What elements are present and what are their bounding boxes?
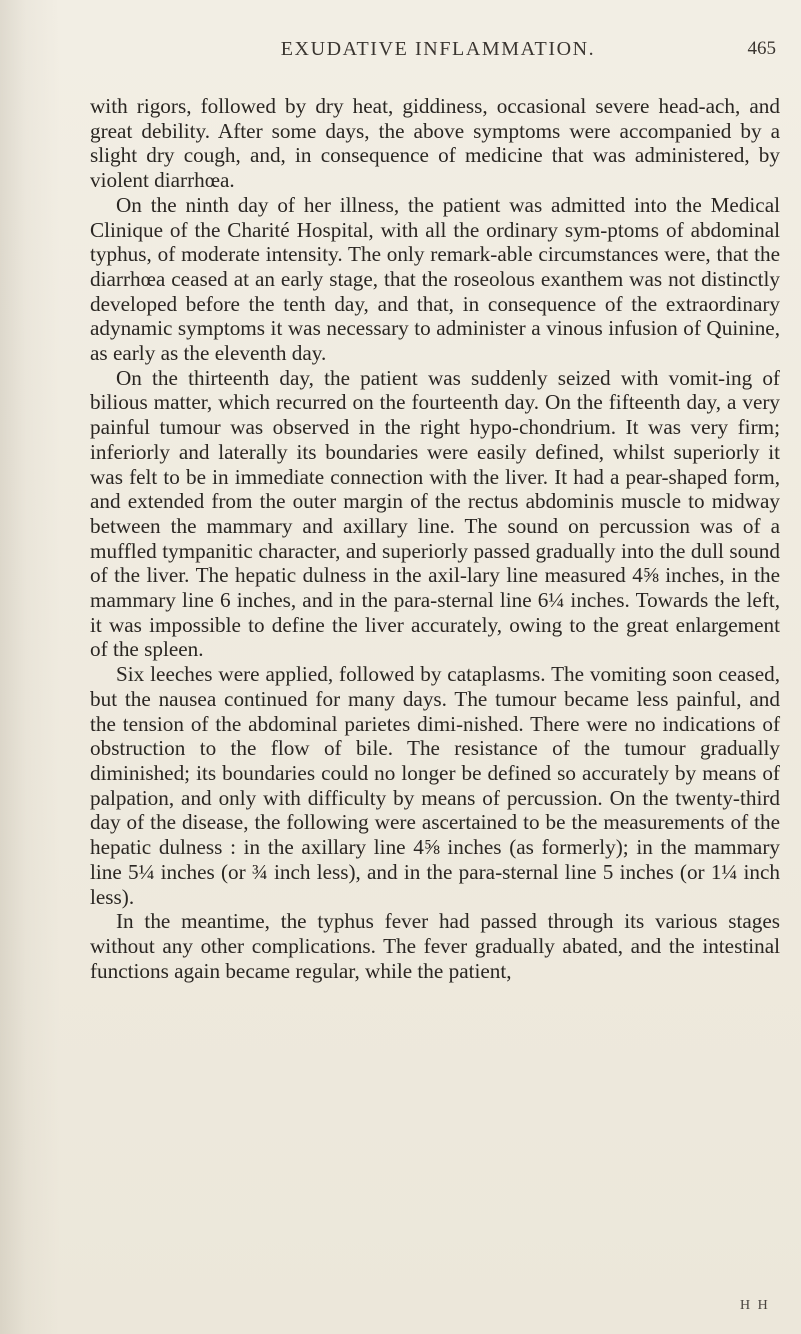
page-header — [100, 20, 776, 72]
paragraph-5: In the meantime, the typhus fever had passed through its various stages without any other complications. The fever gradually abated, and the intestinal functions again became regular, while the patient, — [90, 909, 780, 983]
paragraph-4: Six leeches were applied, followed by cataplasms. The vomiting soon ceased, but the nausea continued for many days. The tumour became less painful, and the tension of the abdominal parietes dimi-nished. There were no indications of obstruction to the flow of bile. The resistance of the tumour gradually diminished; its boundaries could no longer be defined so accurately by means of palpation, and only with difficulty by means of percussion. On the twenty-third day of the disease, the following were ascertained to be the measurements of the hepatic dulness : in the axillary line 4⅝ inches (as formerly); in the mammary line 5¼ inches (or ¾ inch less), and in the para-sternal line 5 inches (or 1¼ inch less). — [90, 662, 780, 909]
paragraph-2: On the ninth day of her illness, the patient was admitted into the Medical Clinique of the Charité Hospital, with all the ordinary sym-ptoms of abdominal typhus, of moderate intensity. The only remark-able circumstances were, that the diarrhœa ceased at an early stage, that the roseolous exanthem was not distinctly developed before the tenth day, and that, in consequence of the extraordinary adynamic symptoms it was necessary to administer a vinous infusion of Quinine, as early as the eleventh day. — [90, 192, 780, 366]
paragraph-1: with rigors, followed by dry heat, giddiness, occasional severe head-ach, and great debility. After some days, the above symptoms were accompanied by a slight dry cough, and, in consequence of medicine that was administered, by violent diarrhœa. — [90, 94, 780, 193]
body-text — [90, 94, 780, 983]
paragraph-3: On the thirteenth day, the patient was suddenly seized with vomit-ing of bilious matter, which recurred on the fourteenth day. On the fifteenth day, a very painful tumour was observed in the right hypo-chondrium. It was very firm; inferiorly and laterally its boundaries were easily defined, whilst superiorly it was felt to be in immediate connection with the liver. It had a pear-shaped form, and extended from the outer margin of the rectus abdominis muscle to midway between the mammary and axillary line. The sound on percussion was of a muffled tympanitic character, and superiorly passed gradually into the dull sound of the liver. The hepatic dulness in the axil-lary line measured 4⅝ inches, in the mammary line 6 inches, and in the para-sternal line 6¼ inches. Towards the left, it was impossible to define the liver accurately, owing to the great enlargement of the spleen. — [90, 365, 780, 662]
signature-mark: H H — [740, 1298, 770, 1313]
running-title: EXUDATIVE INFLAMMATION. — [280, 38, 596, 60]
page-number: 465 — [747, 38, 776, 59]
